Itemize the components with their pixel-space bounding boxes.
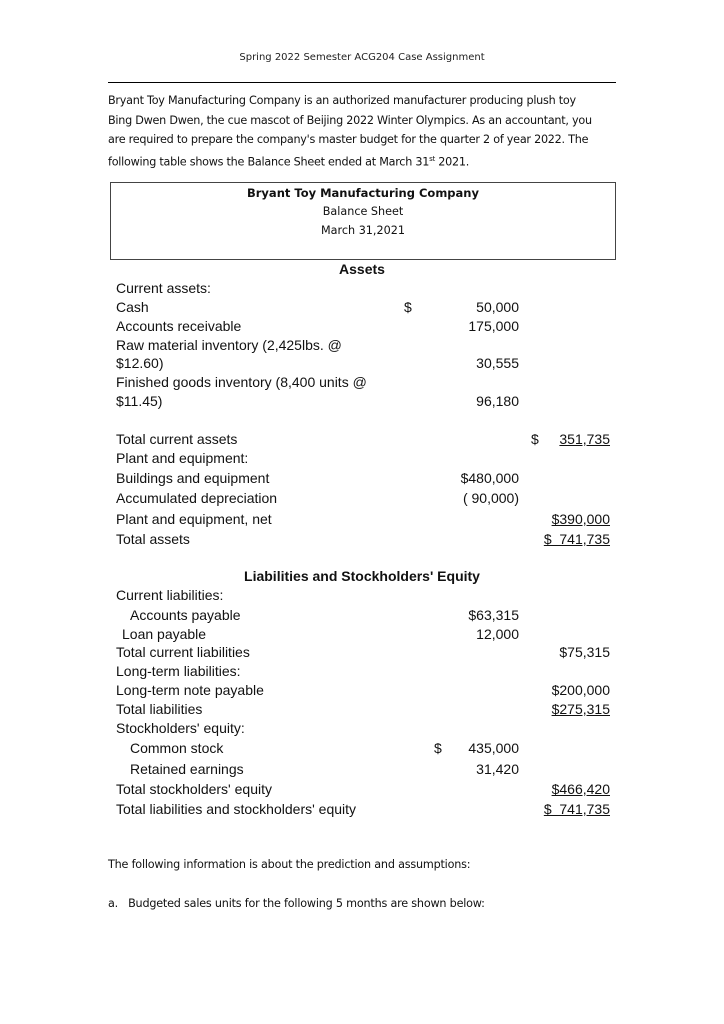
accounts-receivable-amount: 175,000 [468,318,519,334]
balance-sheet-title-box [110,182,616,260]
total-stockholders-equity-amount: $466,420 [551,781,610,797]
total-current-liabilities-amount: $75,315 [559,644,610,660]
assets-heading: Assets [339,261,385,277]
common-stock-dollar-sign: $ [434,740,442,756]
header-rule [108,82,616,83]
cash-label: Cash [116,299,149,315]
assumption-item-a: a. Budgeted sales units for the following 5 months are shown below: [108,897,485,910]
intro-paragraph [108,91,618,172]
long-term-liabilities-label: Long-term liabilities: [116,663,241,679]
total-liabilities-equity-amount: $ 741,735 [543,801,610,817]
buildings-label: Buildings and equipment [116,470,270,486]
loan-payable-label: Loan payable [122,626,207,642]
plant-equipment-label: Plant and equipment: [116,450,249,466]
common-stock-label: Common stock [130,740,224,756]
cash-amount: 50,000 [476,299,519,315]
total-liabilities-amount: $275,315 [551,701,610,717]
finished-goods-label: Finished goods inventory (8,400 units @ [116,374,367,390]
intro-line-text: 2021. [435,155,470,169]
accounts-receivable-label: Accounts receivable [116,318,242,334]
accounts-payable-amount: $63,315 [468,607,519,623]
company-name: Bryant Toy Manufacturing Company [247,186,479,200]
loan-payable-amount: 12,000 [476,626,519,642]
raw-material-label: Raw material inventory (2,425lbs. @ [116,337,342,353]
total-liabilities-label: Total liabilities [116,701,203,717]
common-stock-amount: 435,000 [468,740,519,756]
total-liabilities-equity-label: Total liabilities and stockholders' equity [116,801,357,817]
current-assets-label: Current assets: [116,280,211,296]
total-assets-label: Total assets [116,531,190,547]
retained-earnings-label: Retained earnings [130,761,244,777]
intro-line: are required to prepare the company's master budget for the quarter 2 of year 2022. The [108,133,589,146]
current-liabilities-label: Current liabilities: [116,587,224,603]
retained-earnings-amount: 31,420 [476,761,519,777]
buildings-amount: $480,000 [460,470,519,486]
finished-goods-label-cont: $11.45) [116,393,163,409]
total-current-liabilities-label: Total current liabilities [116,644,250,660]
total-current-assets-label: Total current assets [116,431,238,447]
total-stockholders-equity-label: Total stockholders' equity [116,781,272,797]
page-header: Spring 2022 Semester ACG204 Case Assignment [239,52,485,63]
plant-equipment-net-amount: $390,000 [551,511,610,527]
ordinal-suffix: st [429,154,435,163]
intro-line: Bryant Toy Manufacturing Company is an authorized manufacturer producing plush toy [108,94,576,107]
stockholders-equity-label: Stockholders' equity: [116,720,245,736]
total-current-assets-dollar-sign: $ [531,431,539,447]
long-term-note-amount: $200,000 [551,682,610,698]
statement-date: March 31,2021 [321,224,405,237]
intro-line-text: following table shows the Balance Sheet ended at March 31 [108,155,430,169]
intro-line: Bing Dwen Dwen, the cue mascot of Beijing 2022 Winter Olympics. As an accountant, you [108,113,592,127]
plant-equipment-net-label: Plant and equipment, net [116,511,272,527]
total-assets-amount: $ 741,735 [543,531,610,547]
accumulated-depreciation-amount: ( 90,000) [462,490,519,506]
accumulated-depreciation-label: Accumulated depreciation [116,490,278,506]
cash-dollar-sign: $ [404,299,412,315]
long-term-note-label: Long-term note payable [116,682,264,698]
raw-material-label-cont: $12.60) [116,355,164,371]
assumptions-intro: The following information is about the prediction and assumptions: [108,858,471,871]
total-current-assets-amount: 351,735 [559,431,610,447]
accounts-payable-label: Accounts payable [130,607,241,623]
finished-goods-amount: 96,180 [476,393,519,409]
liabilities-heading: Liabilities and Stockholders' Equity [244,568,480,584]
intro-line [108,150,618,172]
raw-material-amount: 30,555 [476,355,519,371]
statement-name: Balance Sheet [322,205,404,218]
